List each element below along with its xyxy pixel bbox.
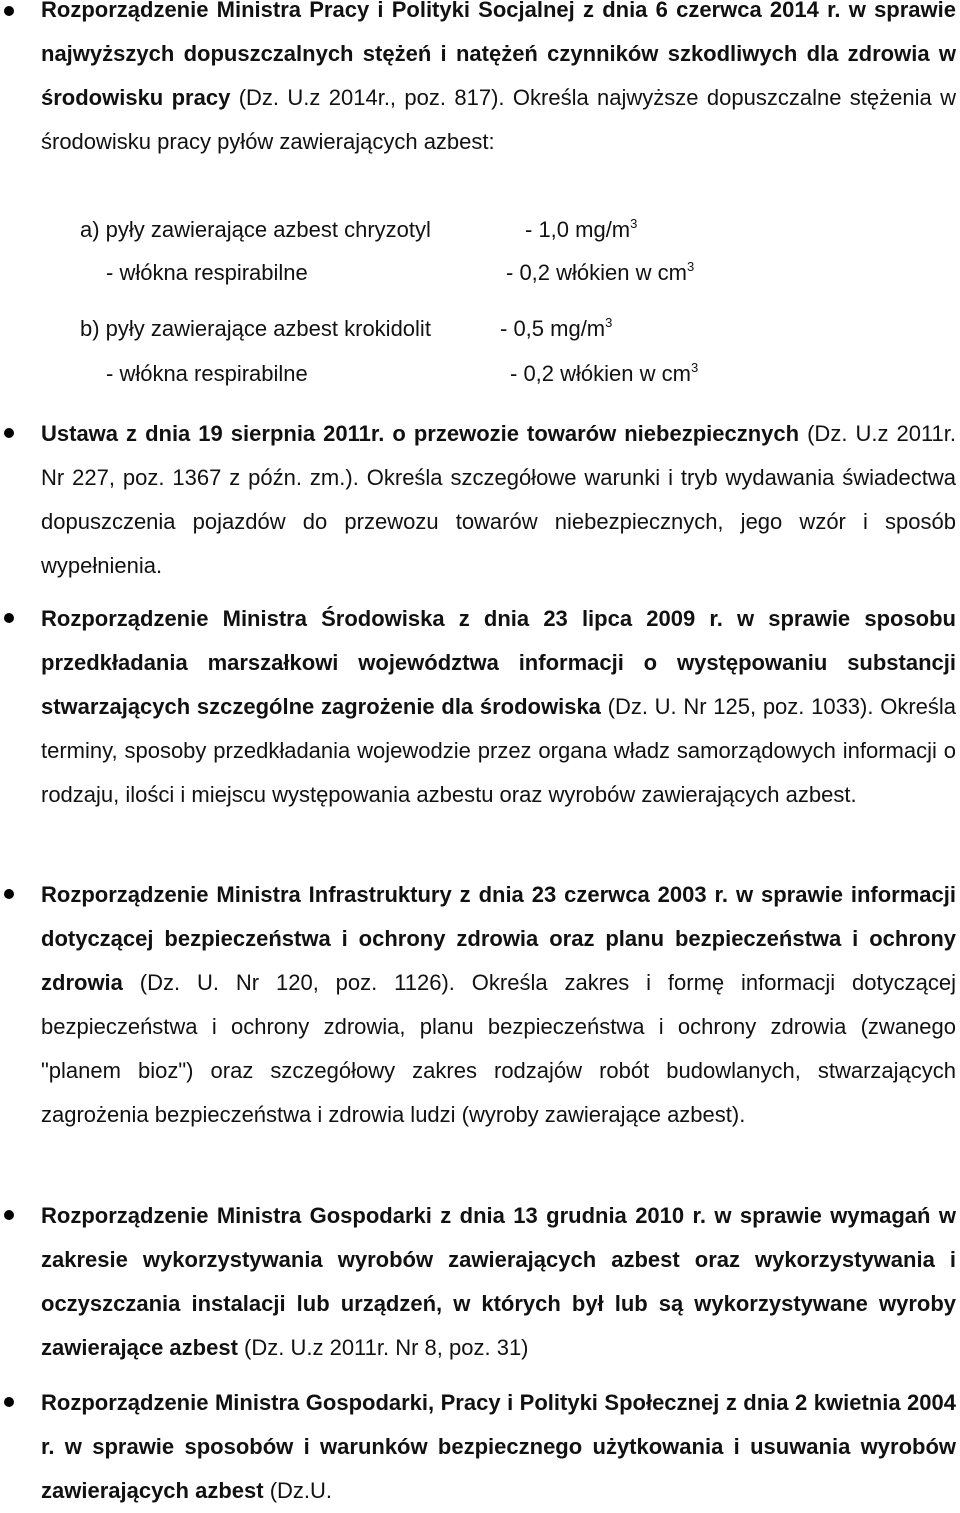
list-item-text	[41, 1381, 956, 1513]
bullet-icon	[4, 1397, 14, 1407]
regulation-description: Określa najwyższe dopuszczalne stężenia w środowisku pracy pyłów zawierających azbest:	[41, 85, 956, 154]
limit-a-label: a) pyły zawierające azbest chryzotyl	[80, 217, 431, 242]
regulation-description: Określa zakres i formę informacji dotyczącej bezpieczeństwa i ochrony zdrowia, planu bezpieczeństwa i ochrony zdrowia (zwanego "planem bioz") oraz szczegółowy zakres rodzajów robót budowlanych, stwarzających zagrożenia bezpieczeństwa i zdrowia ludzi (wyroby zawierające azbest).	[41, 970, 956, 1127]
unit-superscript: 3	[630, 216, 638, 231]
regulation-title: Rozporządzenie Ministra Gospodarki z dnia 13 grudnia 2010 r. w sprawie wymagań w zakresie wykorzystywania wyrobów zawierających azbest oraz wykorzystywania i oczyszczania instalacji lub urządzeń, w których był lub są wykorzystywane wyroby zawierające azbest	[41, 1203, 956, 1360]
list-item-text	[41, 873, 956, 1137]
bullet-icon	[4, 889, 14, 899]
unit-superscript: 3	[690, 360, 699, 375]
regulation-title: Rozporządzenie Ministra Środowiska z dnia 23 lipca 2009 r. w sprawie sposobu przedkładania marszałkowi województwa informacji o występowaniu substancji stwarzających szczególne zagrożenie dla środowiska	[41, 606, 956, 719]
regulation-citation: (Dz. U.z 2014r., poz. 817).	[238, 85, 505, 110]
bullet-icon	[4, 6, 14, 16]
limit-a-value	[525, 208, 637, 252]
limit-a-fibres-value	[506, 251, 694, 295]
bullet-icon	[4, 613, 14, 623]
regulation-citation: (Dz. U.z 2011r. Nr 8, poz. 31)	[244, 1335, 529, 1360]
limit-b-value	[500, 307, 612, 351]
limit-b-fibres-value-text: - 0,2 włókien w cm	[510, 361, 691, 386]
regulation-citation: (Dz. U.z 2011r. Nr 227, poz. 1367 z późn. zm.).	[41, 421, 957, 490]
bullet-icon	[4, 428, 14, 438]
list-item-text	[41, 0, 956, 164]
regulation-citation: (Dz. U. Nr 120, poz. 1126).	[139, 970, 455, 995]
regulation-title: Rozporządzenie Ministra Infrastruktury z dnia 23 czerwca 2003 r. w sprawie informacji dotyczącej bezpieczeństwa i ochrony zdrowia oraz planu bezpieczeństwa i ochrony zdrowia	[41, 882, 956, 995]
regulation-title: Rozporządzenie Ministra Gospodarki, Pracy i Polityki Społecznej z dnia 2 kwietnia 2004 r. w sprawie sposobów i warunków bezpiecznego użytkowania i usuwania wyrobów zawierających azbest	[41, 1390, 956, 1503]
regulation-title: Rozporządzenie Ministra Pracy i Polityki Socjalnej z dnia 6 czerwca 2014 r. w sprawie najwyższych dopuszczalnych stężeń i natężeń czynników szkodliwych dla zdrowia w środowisku pracy	[41, 0, 956, 110]
bullet-icon	[4, 1210, 14, 1220]
regulation-description: Określa szczegółowe warunki i tryb wydawania świadectwa dopuszczenia pojazdów do przewozu towarów niebezpiecznych, jego wzór i sposób wypełnienia.	[41, 465, 956, 578]
limit-b-label: b) pyły zawierające azbest krokidolit	[80, 316, 431, 341]
limit-a-fibres-label: - włókna respirabilne	[106, 260, 308, 285]
list-item-text	[41, 1194, 956, 1370]
limit-b-fibres-label: - włókna respirabilne	[106, 361, 308, 386]
regulation-description: Określa terminy, sposoby przedkładania wojewodzie przez organa władz samorządowych informacji o rodzaju, ilości i miejscu występowania azbestu oraz wyrobów zawierających azbest.	[41, 694, 957, 807]
regulation-citation: (Dz.U.	[269, 1478, 333, 1503]
limit-b-fibres-value	[510, 352, 698, 396]
regulation-title: Ustawa z dnia 19 sierpnia 2011r. o przewozie towarów niebezpiecznych	[41, 421, 800, 446]
list-item-text	[41, 412, 956, 588]
limit-a-fibres-value-text: - 0,2 włókien w cm	[506, 260, 687, 285]
unit-superscript: 3	[605, 315, 613, 330]
unit-superscript: 3	[686, 259, 695, 274]
limit-b-value-text: - 0,5 mg/m	[500, 316, 606, 341]
regulation-citation: (Dz. U. Nr 125, poz. 1033).	[607, 694, 874, 719]
list-item-text	[41, 597, 956, 817]
limit-a-value-text: - 1,0 mg/m	[525, 217, 631, 242]
